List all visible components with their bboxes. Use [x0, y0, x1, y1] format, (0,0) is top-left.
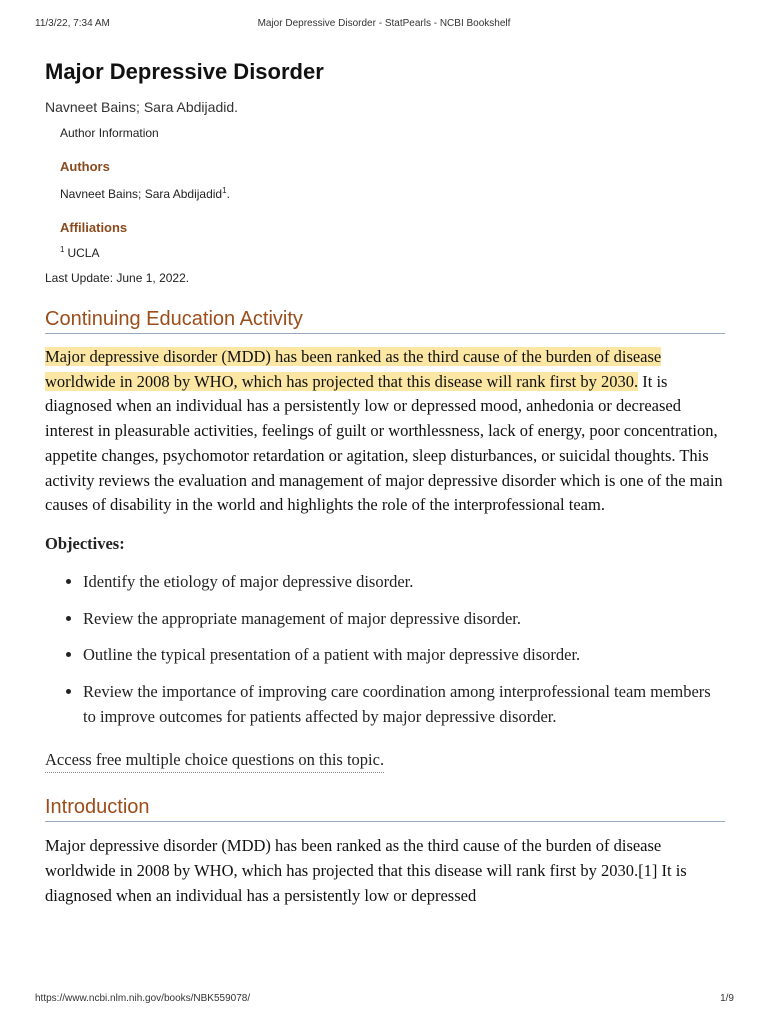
print-datetime: 11/3/22, 7:34 AM [35, 18, 110, 29]
objectives-list [45, 570, 725, 730]
highlighted-text: Major depressive disorder (MDD) has been ranked as the third cause of the burden of disease worldwide in 2008 by WHO, which has projected that this disease will rank first by 2030. [45, 347, 662, 391]
section-heading-continuing-education: Continuing Education Activity [45, 307, 725, 334]
affiliation-name: UCLA [67, 246, 100, 260]
page-title: Major Depressive Disorder [45, 59, 324, 84]
access-questions-link[interactable]: Access free multiple choice questions on this topic. [45, 748, 384, 773]
objective-item: • Review the importance of improving care coordination among interprofessional team members to improve outcomes for patients affected by major depressive disorder. [83, 680, 725, 729]
author-information [60, 125, 725, 261]
objective-item: • Review the appropriate management of major depressive disorder. [83, 607, 725, 632]
objective-item: • Identify the etiology of major depressive disorder. [83, 570, 725, 595]
section-heading-introduction: Introduction [45, 795, 725, 822]
print-header [0, 13, 768, 29]
authors-heading: Authors [60, 159, 110, 174]
objectives-label: Objectives: [45, 533, 125, 553]
intro-paragraph: Major depressive disorder (MDD) has been ranked as the third cause of the burden of disease worldwide in 2008 by WHO, which has projected that this disease will rank first by 2030.[1] It is diagnosed when an individual has a persistently low or depressed [45, 836, 687, 905]
last-update: Last Update: June 1, 2022. [45, 271, 190, 285]
affiliation-ref[interactable]: 1 [222, 186, 227, 195]
print-doc-title: Major Depressive Disorder - StatPearls - NCBI Bookshelf [257, 18, 511, 29]
authors-line: Navneet Bains; Sara Abdijadid. [45, 99, 239, 115]
article-content [45, 58, 725, 909]
print-url: https://www.ncbi.nlm.nih.gov/books/NBK559078/ [35, 993, 251, 1004]
ce-paragraph [45, 345, 725, 518]
affiliation-item [60, 242, 725, 261]
print-footer [0, 993, 768, 1007]
affiliations-heading: Affiliations [60, 220, 128, 235]
affiliation-number: 1 [60, 245, 65, 254]
authors-detail-end: . [226, 187, 230, 201]
authors-detail [60, 183, 725, 202]
page-number: 1/9 [720, 993, 734, 1004]
objective-item: • Outline the typical presentation of a patient with major depressive disorder. [83, 643, 725, 668]
ce-paragraph-body: It is diagnosed when an individual has a persistently low or depressed mood, anhedonia or decreased interest in pleasurable activities, feelings of guilt or worthlessness, lack of energy, poor concentration, appetite changes, psychomotor retardation or agitation, sleep disturbances, or suicidal thoughts. This activity reviews the evaluation and management of major depressive disorder which is one of the main causes of disability in the world and highlights the role of the interprofessional team. [45, 371, 723, 515]
authors-detail-names: Navneet Bains; Sara Abdijadid [60, 187, 223, 201]
author-info-toggle[interactable]: Author Information [60, 126, 159, 140]
